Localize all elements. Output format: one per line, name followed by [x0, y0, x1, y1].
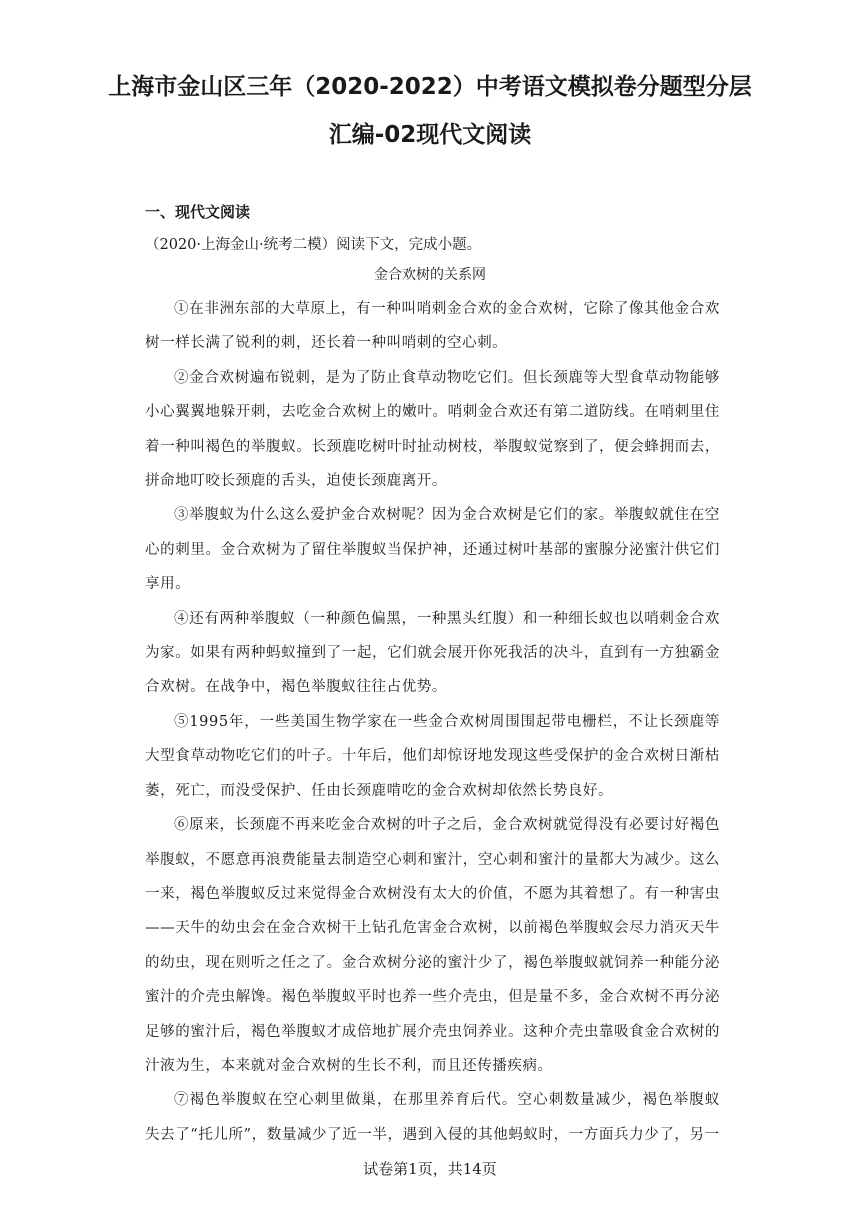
document-title-line-2: 汇编-02现代文阅读 — [328, 122, 532, 148]
paragraph-5: ⑤1995年，一些美国生物学家在一些金合欢树周围围起带电栅栏，不让长颈鹿等大型食草动物吃它们的叶子。十年后，他们却惊讶地发现这些受保护的金合欢树日渐枯萎，死亡，而没受保护、任由长颈鹿啃吃的金合欢树却依然长势良好。 — [145, 713, 720, 799]
question-source: （2020·上海金山·统考二模）阅读下文，完成小题。 — [145, 237, 482, 253]
paragraph-4: ④还有两种举腹蚁（一种颜色偏黑，一种黑头红腹）和一种细长蚁也以哨刺金合欢为家。如果有两种蚂蚁撞到了一起，它们就会展开你死我活的决斗，直到有一方独霸金合欢树。在战争中，褐色举腹蚁往往占优势。 — [145, 610, 720, 696]
section-heading: 一、现代文阅读 — [145, 203, 251, 221]
paragraph-7: ⑦褐色举腹蚁在空心刺里做巢，在那里养育后代。空心刺数量减少，褐色举腹蚁 失去了“托儿所”，数量减少了近一半，遇到入侵的其他蚂蚁时，一方面兵力少了，另一 — [145, 1092, 720, 1143]
paragraph-1: ①在非洲东部的大草原上，有一种叫哨刺金合欢的金合欢树，它除了像其他金合欢树一样长满了锐利的刺，还长着一种叫哨刺的空心刺。 — [145, 301, 720, 352]
passage-title: 金合欢树的关系网 — [374, 267, 486, 283]
paragraph-6: ⑥原来，长颈鹿不再来吃金合欢树的叶子之后，金合欢树就觉得没有必要讨好褐色举腹蚁，不愿意再浪费能量去制造空心刺和蜜汁，空心刺和蜜汁的量都大为减少。这么一来，褐色举腹蚁反过来觉得金合欢树没有太大的价值，不愿为其着想了。有一种害虫——天牛的幼虫会在金合欢树干上钻孔危害金合欢树，以前褐色举腹蚁会尽力消灭天牛的幼虫，现在则听之任之了。金合欢树分泌的蜜汁少了，褐色举腹蚁就饲养一种能分泌蜜汁的介壳虫解馋。褐色举腹蚁平时也养一些介壳虫，但是量不多，金合欢树不再分泌足够的蜜汁后，褐色举腹蚁才成倍地扩展介壳虫饲养业。这种介壳虫靠吸食金合欢树的汁液为生，本来就对金合欢树的生长不利，而且还传播疾病。 — [145, 817, 720, 1074]
page-footer: 试卷第1页，共14页 — [363, 1160, 497, 1178]
paragraph-3: ③举腹蚁为什么这么爱护金合欢树呢？因为金合欢树是它们的家。举腹蚁就住在空心的刺里。金合欢树为了留住举腹蚁当保护神，还通过树叶基部的蜜腺分泌蜜汁供它们享用。 — [145, 507, 720, 593]
passage-body — [145, 292, 720, 1152]
document-title-line-1: 上海市金山区三年（2020-2022）中考语文模拟卷分题型分层 — [108, 74, 752, 100]
paragraph-2: ②金合欢树遍布锐刺，是为了防止食草动物吃它们。但长颈鹿等大型食草动物能够小心翼翼地躲开刺，去吃金合欢树上的嫩叶。哨刺金合欢还有第二道防线。在哨刺里住着一种叫褐色的举腹蚁。长颈鹿吃树叶时扯动树枝，举腹蚁觉察到了，便会蜂拥而去，拼命地叮咬长颈鹿的舌头，迫使长颈鹿离开。 — [145, 369, 720, 490]
